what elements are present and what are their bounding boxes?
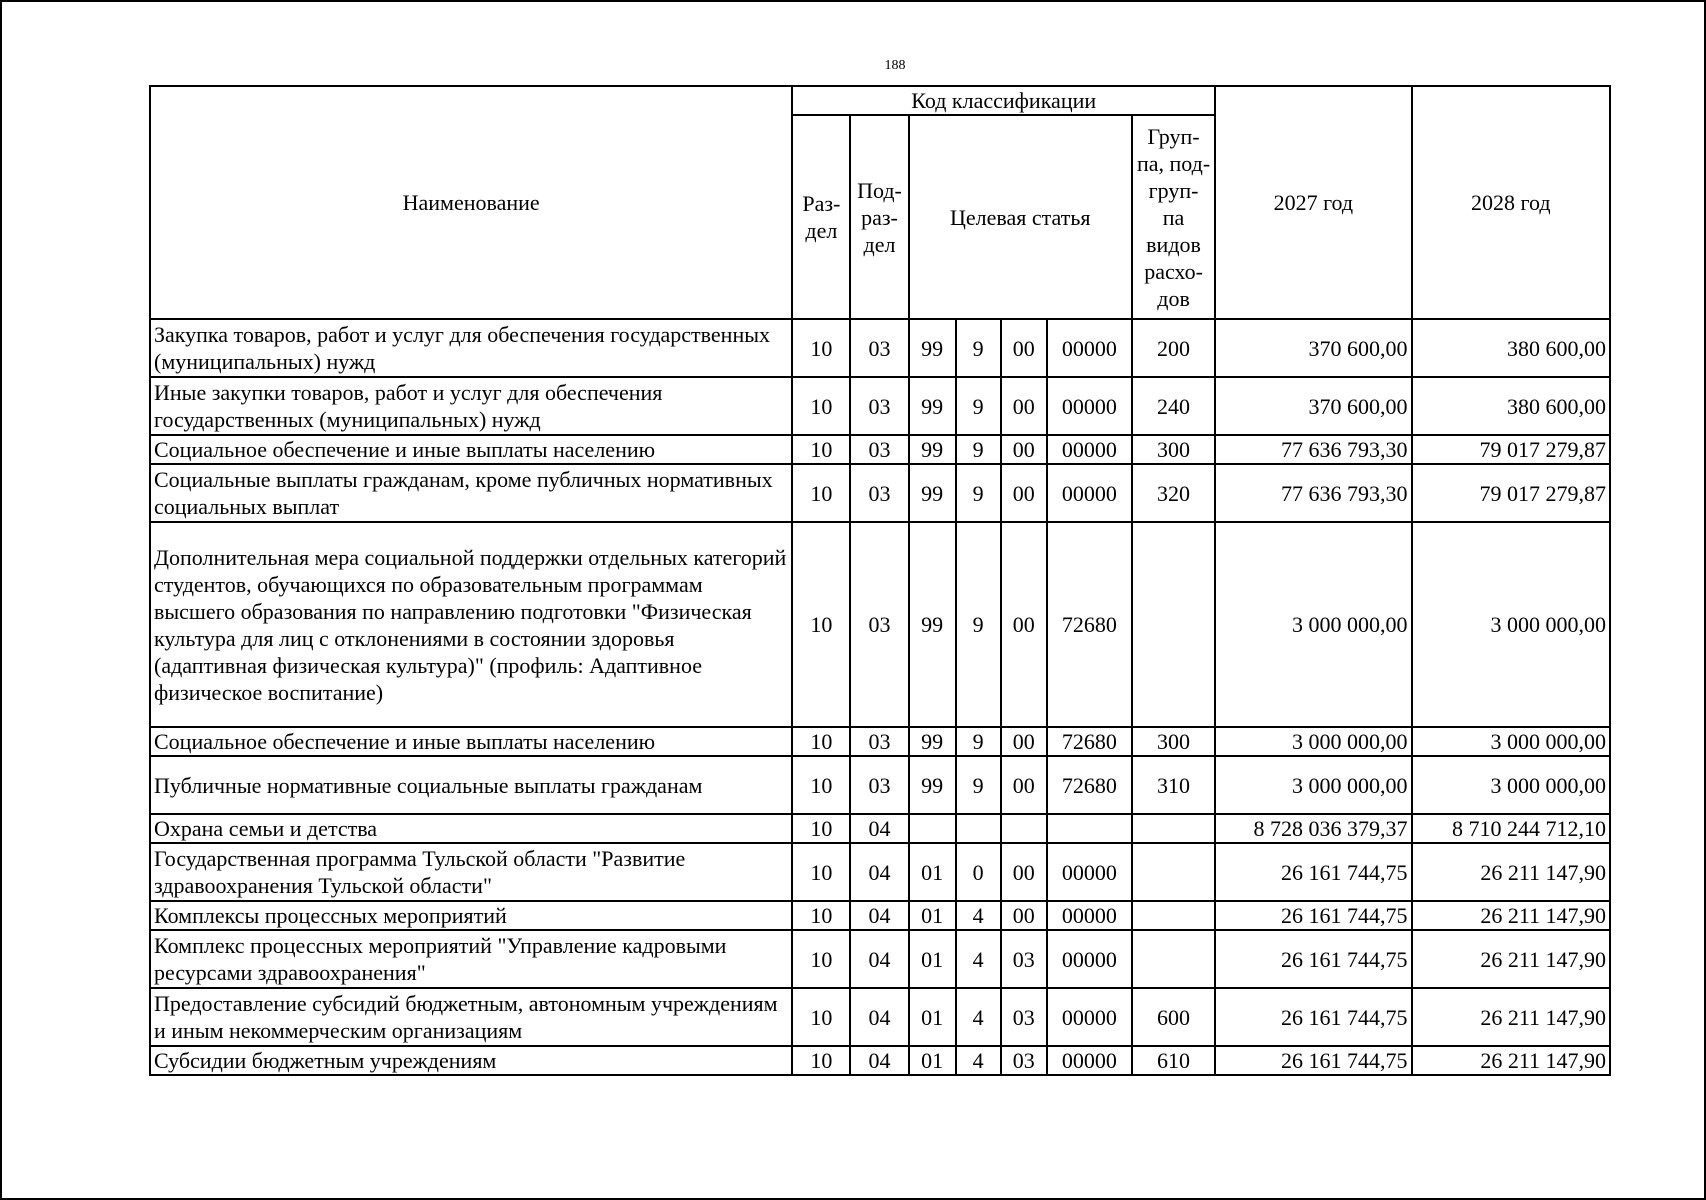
row-target-program: 99: [909, 435, 956, 464]
row-expense-group: 600: [1132, 988, 1215, 1046]
row-amount-2027: 3 000 000,00: [1215, 756, 1411, 814]
row-amount-2027: 26 161 744,75: [1215, 988, 1411, 1046]
row-amount-2028: 3 000 000,00: [1412, 522, 1610, 727]
row-razdel: 10: [792, 756, 850, 814]
row-name: Субсидии бюджетным учреждениям: [150, 1046, 792, 1075]
row-target-program: 99: [909, 522, 956, 727]
table-row: [150, 522, 1610, 727]
row-expense-group: [1132, 901, 1215, 930]
row-target-program: 99: [909, 756, 956, 814]
header-target-article: Целевая статья: [909, 115, 1132, 319]
row-name: Комплексы процессных мероприятий: [150, 901, 792, 930]
row-target-direction: 72680: [1047, 727, 1132, 756]
row-target-subprogram: 03: [1001, 1046, 1047, 1075]
row-target-program: 01: [909, 930, 956, 988]
row-target-program: 01: [909, 1046, 956, 1075]
row-expense-group: [1132, 843, 1215, 901]
row-expense-group: 200: [1132, 319, 1215, 377]
row-podrazdel: 03: [850, 522, 908, 727]
row-target-program: 01: [909, 843, 956, 901]
row-razdel: 10: [792, 522, 850, 727]
header-podrazdel: Под- раз- дел: [850, 115, 908, 319]
row-amount-2028: 26 211 147,90: [1412, 988, 1610, 1046]
header-expense-group: Груп- па, под- груп- па видов расхо- дов: [1132, 115, 1215, 319]
row-razdel: 10: [792, 930, 850, 988]
page-number: 188: [884, 58, 906, 73]
row-target-direction: 00000: [1047, 901, 1132, 930]
table-body: [150, 86, 1610, 1075]
row-amount-2028: 79 017 279,87: [1412, 464, 1610, 522]
table-row: [150, 930, 1610, 988]
table-row: [150, 377, 1610, 435]
row-expense-group: 610: [1132, 1046, 1215, 1075]
row-name: Социальное обеспечение и иные выплаты населению: [150, 727, 792, 756]
row-name: Комплекс процессных мероприятий "Управление кадровыми ресурсами здравоохранения": [150, 930, 792, 988]
row-target-type: 9: [956, 435, 1001, 464]
row-name: Социальное обеспечение и иные выплаты населению: [150, 435, 792, 464]
table-row: [150, 988, 1610, 1046]
row-podrazdel: 04: [850, 1046, 908, 1075]
row-target-type: 9: [956, 756, 1001, 814]
row-amount-2028: 380 600,00: [1412, 377, 1610, 435]
table-row: [150, 843, 1610, 901]
row-amount-2027: 3 000 000,00: [1215, 727, 1411, 756]
row-expense-group: [1132, 930, 1215, 988]
table-row: [150, 319, 1610, 377]
row-target-subprogram: 00: [1001, 727, 1047, 756]
row-target-type: 4: [956, 901, 1001, 930]
row-podrazdel: 03: [850, 727, 908, 756]
row-target-direction: 00000: [1047, 988, 1132, 1046]
row-target-direction: 00000: [1047, 930, 1132, 988]
row-podrazdel: 04: [850, 988, 908, 1046]
header-year-2028: 2028 год: [1412, 86, 1610, 319]
row-target-subprogram: 00: [1001, 901, 1047, 930]
row-razdel: 10: [792, 727, 850, 756]
row-target-type: 4: [956, 930, 1001, 988]
header-row-1: [150, 86, 1610, 115]
row-target-type: 9: [956, 727, 1001, 756]
row-amount-2028: 26 211 147,90: [1412, 930, 1610, 988]
row-podrazdel: 04: [850, 901, 908, 930]
row-target-subprogram: 03: [1001, 988, 1047, 1046]
row-target-type: 0: [956, 843, 1001, 901]
row-amount-2027: 370 600,00: [1215, 319, 1411, 377]
row-amount-2028: 26 211 147,90: [1412, 843, 1610, 901]
row-amount-2027: 26 161 744,75: [1215, 901, 1411, 930]
table-row: [150, 435, 1610, 464]
row-podrazdel: 03: [850, 756, 908, 814]
row-razdel: 10: [792, 988, 850, 1046]
row-amount-2028: 26 211 147,90: [1412, 901, 1610, 930]
row-expense-group: [1132, 522, 1215, 727]
row-target-direction: [1047, 814, 1132, 843]
row-podrazdel: 04: [850, 843, 908, 901]
row-expense-group: 240: [1132, 377, 1215, 435]
row-target-type: 4: [956, 1046, 1001, 1075]
row-target-type: 9: [956, 319, 1001, 377]
row-razdel: 10: [792, 814, 850, 843]
row-target-subprogram: 00: [1001, 435, 1047, 464]
row-target-program: 99: [909, 319, 956, 377]
row-target-subprogram: 00: [1001, 377, 1047, 435]
header-name: Наименование: [150, 86, 792, 319]
row-target-direction: 00000: [1047, 1046, 1132, 1075]
row-razdel: 10: [792, 843, 850, 901]
row-target-type: [956, 814, 1001, 843]
row-razdel: 10: [792, 901, 850, 930]
row-target-program: 01: [909, 901, 956, 930]
row-target-subprogram: 00: [1001, 522, 1047, 727]
row-expense-group: 300: [1132, 727, 1215, 756]
header-razdel: Раз- дел: [792, 115, 850, 319]
row-name: Предоставление субсидий бюджетным, автономным учреждениям и иным некоммерческим организациям: [150, 988, 792, 1046]
table-row: [150, 464, 1610, 522]
row-podrazdel: 03: [850, 464, 908, 522]
row-name: Дополнительная мера социальной поддержки отдельных категорий студентов, обучающихся по образовательным программам высшего образования по направлению подготовки "Физическая культура для лиц с отклонениями в состоянии здоровья (адаптивная физическая культура)" (профиль: Адаптивное физическое воспитание): [150, 522, 792, 727]
row-target-direction: 72680: [1047, 756, 1132, 814]
header-code: Код классификации: [792, 86, 1215, 115]
row-target-type: 9: [956, 377, 1001, 435]
row-target-direction: 00000: [1047, 377, 1132, 435]
budget-table: [149, 85, 1611, 1076]
table-row: [150, 727, 1610, 756]
row-podrazdel: 03: [850, 319, 908, 377]
row-expense-group: [1132, 814, 1215, 843]
header-year-2027: 2027 год: [1215, 86, 1411, 319]
row-target-direction: 00000: [1047, 435, 1132, 464]
row-amount-2027: 77 636 793,30: [1215, 464, 1411, 522]
row-razdel: 10: [792, 435, 850, 464]
row-target-program: 99: [909, 464, 956, 522]
row-amount-2027: 26 161 744,75: [1215, 930, 1411, 988]
row-amount-2028: 3 000 000,00: [1412, 756, 1610, 814]
row-target-type: 9: [956, 522, 1001, 727]
row-target-subprogram: 00: [1001, 843, 1047, 901]
row-expense-group: 310: [1132, 756, 1215, 814]
row-name: Охрана семьи и детства: [150, 814, 792, 843]
row-amount-2027: 26 161 744,75: [1215, 843, 1411, 901]
row-podrazdel: 04: [850, 930, 908, 988]
row-target-program: 01: [909, 988, 956, 1046]
row-expense-group: 300: [1132, 435, 1215, 464]
row-target-type: 4: [956, 988, 1001, 1046]
row-target-subprogram: 03: [1001, 930, 1047, 988]
row-target-subprogram: 00: [1001, 464, 1047, 522]
row-amount-2028: 8 710 244 712,10: [1412, 814, 1610, 843]
row-razdel: 10: [792, 377, 850, 435]
row-target-type: 9: [956, 464, 1001, 522]
row-expense-group: 320: [1132, 464, 1215, 522]
row-name: Закупка товаров, работ и услуг для обеспечения государственных (муниципальных) нужд: [150, 319, 792, 377]
row-amount-2027: 370 600,00: [1215, 377, 1411, 435]
row-amount-2027: 8 728 036 379,37: [1215, 814, 1411, 843]
row-target-direction: 00000: [1047, 319, 1132, 377]
row-amount-2027: 3 000 000,00: [1215, 522, 1411, 727]
row-target-direction: 72680: [1047, 522, 1132, 727]
table-row: [150, 1046, 1610, 1075]
row-target-subprogram: [1001, 814, 1047, 843]
row-name: Иные закупки товаров, работ и услуг для обеспечения государственных (муниципальных) нужд: [150, 377, 792, 435]
row-razdel: 10: [792, 464, 850, 522]
row-amount-2028: 380 600,00: [1412, 319, 1610, 377]
row-target-program: 99: [909, 377, 956, 435]
row-podrazdel: 03: [850, 377, 908, 435]
row-amount-2027: 77 636 793,30: [1215, 435, 1411, 464]
row-amount-2028: 79 017 279,87: [1412, 435, 1610, 464]
row-amount-2028: 26 211 147,90: [1412, 1046, 1610, 1075]
row-podrazdel: 03: [850, 435, 908, 464]
row-name: Публичные нормативные социальные выплаты гражданам: [150, 756, 792, 814]
row-name: Социальные выплаты гражданам, кроме публичных нормативных социальных выплат: [150, 464, 792, 522]
table-row: [150, 901, 1610, 930]
table-row: [150, 756, 1610, 814]
row-razdel: 10: [792, 319, 850, 377]
row-amount-2027: 26 161 744,75: [1215, 1046, 1411, 1075]
row-target-direction: 00000: [1047, 843, 1132, 901]
row-target-subprogram: 00: [1001, 756, 1047, 814]
row-target-direction: 00000: [1047, 464, 1132, 522]
row-target-program: [909, 814, 956, 843]
table-row: [150, 814, 1610, 843]
row-razdel: 10: [792, 1046, 850, 1075]
row-name: Государственная программа Тульской области "Развитие здравоохранения Тульской области": [150, 843, 792, 901]
row-target-program: 99: [909, 727, 956, 756]
row-target-subprogram: 00: [1001, 319, 1047, 377]
row-podrazdel: 04: [850, 814, 908, 843]
row-amount-2028: 3 000 000,00: [1412, 727, 1610, 756]
